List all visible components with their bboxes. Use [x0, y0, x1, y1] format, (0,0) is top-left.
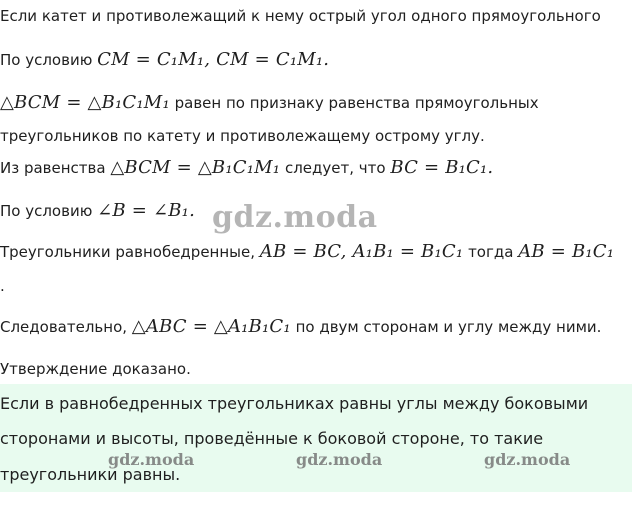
callout-line-1: Если в равнобедренных треугольниках равны углы между боковыми — [0, 394, 589, 413]
math-expression: BC = B₁C₁. — [390, 157, 494, 178]
watermark-small: gdz.moda — [484, 450, 571, 469]
callout-line-3: треугольники равны. — [0, 465, 181, 484]
text-line-1: Если катет и противолежащий к нему острый угол одного прямоугольного — [0, 7, 601, 25]
text-line-5 — [0, 158, 493, 178]
math-expression: AB = B₁C₁ — [518, 241, 615, 262]
text-segment: Следовательно, — [0, 318, 132, 336]
text-line-9 — [0, 317, 601, 337]
watermark-small: gdz.moda — [296, 450, 383, 469]
text-segment: тогда — [463, 243, 519, 261]
text-segment: Из равенства — [0, 159, 111, 177]
text-line-7 — [0, 242, 614, 262]
text-segment: По условию — [0, 51, 98, 69]
text-line-10: Утверждение доказано. — [0, 360, 191, 378]
callout-line-2: сторонами и высоты, проведённые к боковой стороне, то такие — [0, 429, 544, 448]
text-line-2 — [0, 50, 329, 70]
text-line-6 — [0, 201, 195, 221]
text-line-8: . — [0, 277, 5, 295]
text-segment: следует, что — [280, 159, 391, 177]
watermark: gdz.moda — [212, 200, 378, 235]
math-expression: CM = C₁M₁, CM = C₁M₁. — [97, 49, 330, 70]
theorem-callout — [0, 384, 632, 492]
text-segment: Треугольники равнобедренные, — [0, 243, 260, 261]
math-expression: △BCM = △B₁C₁M₁ — [0, 92, 170, 113]
math-expression: △BCM = △B₁C₁M₁ — [110, 157, 281, 178]
text-segment: по двум сторонам и углу между ними. — [290, 318, 602, 336]
watermark-small: gdz.moda — [108, 450, 195, 469]
text-line-4: треугольников по катету и противолежащему острому углу. — [0, 127, 485, 145]
text-segment: По условию — [0, 202, 98, 220]
math-expression: ∠B = ∠B₁. — [97, 200, 195, 221]
text-segment: равен по признаку равенства прямоугольных — [169, 94, 539, 112]
text-line-3 — [0, 93, 539, 113]
math-expression: AB = BC, A₁B₁ = B₁C₁ — [259, 241, 464, 262]
math-expression: △ABC = △A₁B₁C₁ — [131, 316, 291, 337]
